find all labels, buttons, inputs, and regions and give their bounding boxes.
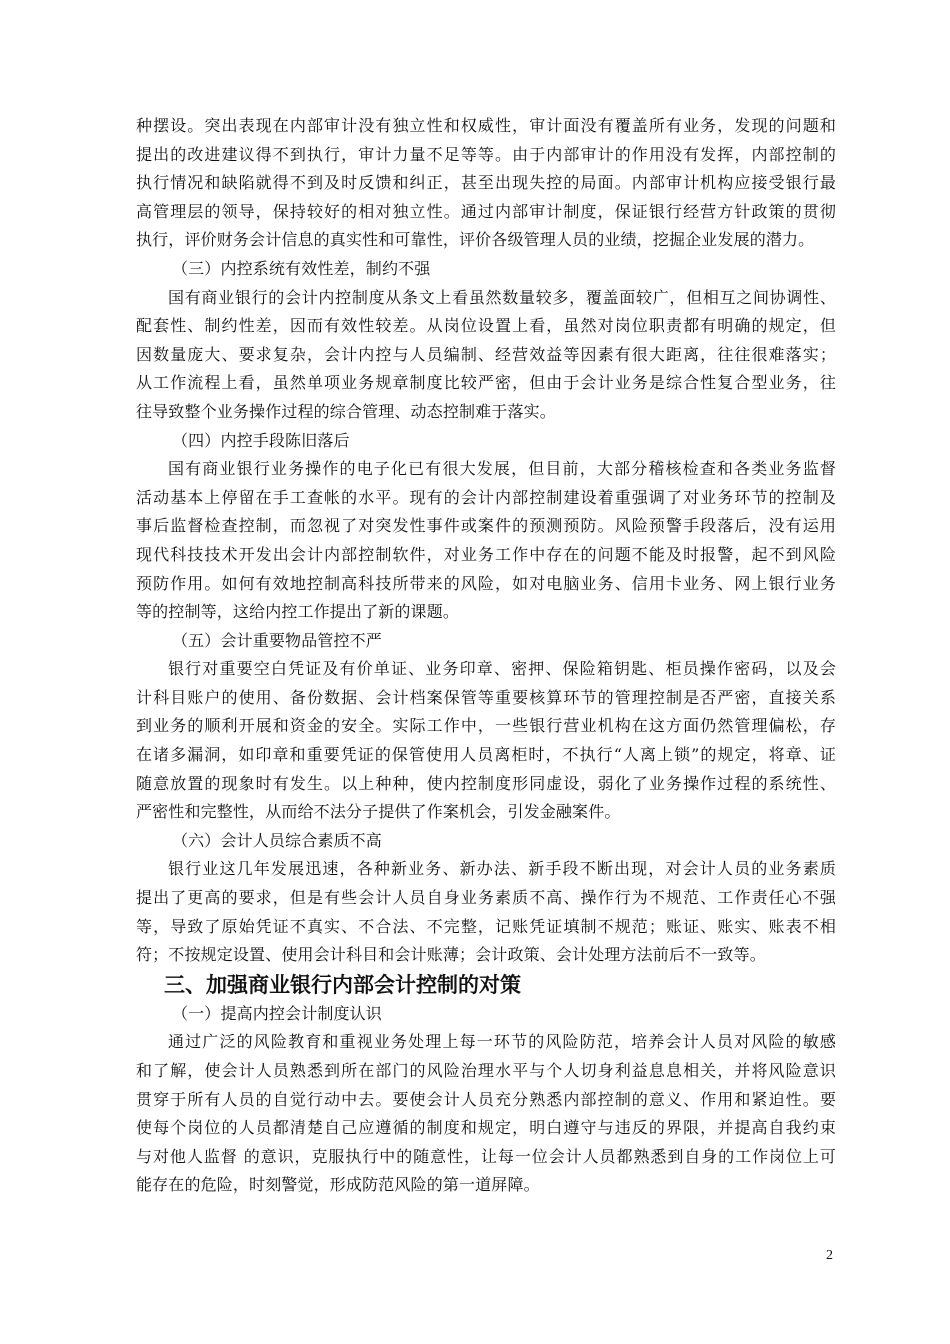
text-line: 从工作流程上看，虽然单项业务规章制度比较严密，但由于会计业务是综合性复合型业务，往 (136, 373, 836, 393)
paragraph-6 (136, 855, 836, 969)
paragraph-5 (136, 655, 836, 827)
text-line: 活动基本上停留在手工查帐的水平。现有的会计内部控制建设着重强调了对业务环节的控制及 (136, 487, 836, 507)
text-line: 往导致整个业务操作过程的综合管理、动态控制难于落实。 (136, 401, 556, 421)
paragraph-3 (136, 284, 836, 427)
text-line: 国有商业银行业务操作的电子化已有很大发展，但目前，大部分稽核检查和各类业务监督 (168, 459, 836, 479)
page-number: 2 (826, 1248, 833, 1263)
text-line: 提出了更高的要求，但是有些会计人员自身业务素质不高、操作行为不规范、工作责任心不强 (136, 888, 836, 908)
text-line: 预防作用。如何有效地控制高科技所带来的风险，如对电脑业务、信用卡业务、网上银行业务 (136, 573, 836, 593)
text-line: 银行对重要空白凭证及有价单证、业务印章、密押、保险箱钥匙、柜员操作密码，以及会 (168, 659, 836, 679)
text-line: 计科目账户的使用、备份数据、会计档案保管等重要核算环节的管理控制是否严密，直接关系 (136, 687, 836, 707)
text-line: 提出的改进建议得不到执行，审计力量不足等等。由于内部审计的作用没有发挥，内部控制的 (136, 144, 836, 164)
paragraph-4 (136, 455, 836, 627)
section-heading: 三、加强商业银行内部会计控制的对策 (164, 972, 521, 997)
text-line: 国有商业银行的会计内控制度从条文上看虽然数量较多，覆盖面较广，但相互之间协调性、 (168, 287, 836, 307)
text-line: 严密性和完整性，从而给不法分子提供了作案机会，引发金融案件。 (136, 802, 621, 822)
subheading-6: （六）会计人员综合素质不高 (172, 830, 382, 850)
text-line: 符；不按规定设置、使用会计科目和会计账薄；会计政策、会计处理方法前后不一致等。 (136, 945, 766, 965)
text-line: 到业务的顺利开展和资金的安全。实际工作中，一些银行营业机构在这方面仍然管理偏松，存 (136, 716, 836, 736)
text-line: 执行情况和缺陷就得不到及时反馈和纠正，甚至出现失控的局面。内部审计机构应接受银行最 (136, 173, 836, 193)
text-line: 因数量庞大、要求复杂，会计内控与人员编制、经营效益等因素有很大距离，往往很难落实； (136, 344, 836, 364)
text-line: 等的控制等，这给内控工作提出了新的课题。 (136, 602, 460, 622)
document-body (136, 112, 836, 1200)
text-line: 等，导致了原始凭证不真实、不合法、不完整，记账凭证填制不规范；账证、账实、账表不相 (136, 916, 836, 936)
paragraph-internal-audit (136, 112, 836, 255)
text-line: 执行，评价财务会计信息的真实性和可靠性，评价各级管理人员的业绩，挖掘企业发展的潜力。 (136, 230, 815, 250)
text-line: 与对他人监督 的意识，克服执行中的随意性，让每一位会计人员都熟悉到自身的工作岗位上可 (136, 1146, 836, 1166)
text-line: 随意放置的现象时有发生。以上种种，使内控制度形同虚设，弱化了业务操作过程的系统性、 (136, 773, 836, 793)
text-line: 银行业这几年发展迅速，各种新业务、新办法、新手段不断出现，对会计人员的业务素质 (168, 859, 836, 879)
subheading-5: （五）会计重要物品管控不严 (172, 630, 382, 650)
text-line: 种摆设。突出表现在内部审计没有独立性和权威性，审计面没有覆盖所有业务，发现的问题和 (136, 116, 836, 135)
subheading-4: （四）内控手段陈旧落后 (172, 430, 350, 450)
text-line: 高管理层的领导，保持较好的相对独立性。通过内部审计制度，保证银行经营方针政策的贯彻 (136, 201, 836, 221)
paragraph-s3-1 (136, 1028, 836, 1200)
text-line: 配套性、制约性差，因而有效性较差。从岗位设置上看，虽然对岗位职责都有明确的规定，但 (136, 316, 836, 336)
text-line: 通过广泛的风险教育和重视业务处理上每一环节的风险防范，培养会计人员对风险的敏感 (168, 1032, 836, 1052)
text-line: 在诸多漏洞，如印章和重要凭证的保管使用人员离柜时，不执行“人离上锁”的规定，将章、证 (136, 745, 836, 765)
text-line: 和了解，使会计人员熟悉到所在部门的风险治理水平与个人切身利益息息相关，并将风险意识 (136, 1061, 836, 1080)
subheading-s3-1: （一）提高内控会计制度认识 (172, 1003, 382, 1023)
text-line: 事后监督检查控制，而忽视了对突发性事件或案件的预测预防。风险预警手段落后，没有运用 (136, 516, 836, 536)
text-line: 现代科技技术开发出会计内部控制软件，对业务工作中存在的问题不能及时报警，起不到风险 (136, 544, 836, 564)
text-line: 使每个岗位的人员都清楚自己应遵循的制度和规定，明白遵守与违反的界限，并提高自我约束 (136, 1118, 836, 1138)
text-line: 贯穿于所有人员的自觉行动中去。要使会计人员充分熟悉内部控制的意义、作用和紧迫性。要 (136, 1089, 836, 1109)
subheading-3: （三）内控系统有效性差，制约不强 (172, 258, 431, 278)
text-line: 能存在的危险，时刻警觉，形成防范风险的第一道屏障。 (136, 1175, 540, 1195)
